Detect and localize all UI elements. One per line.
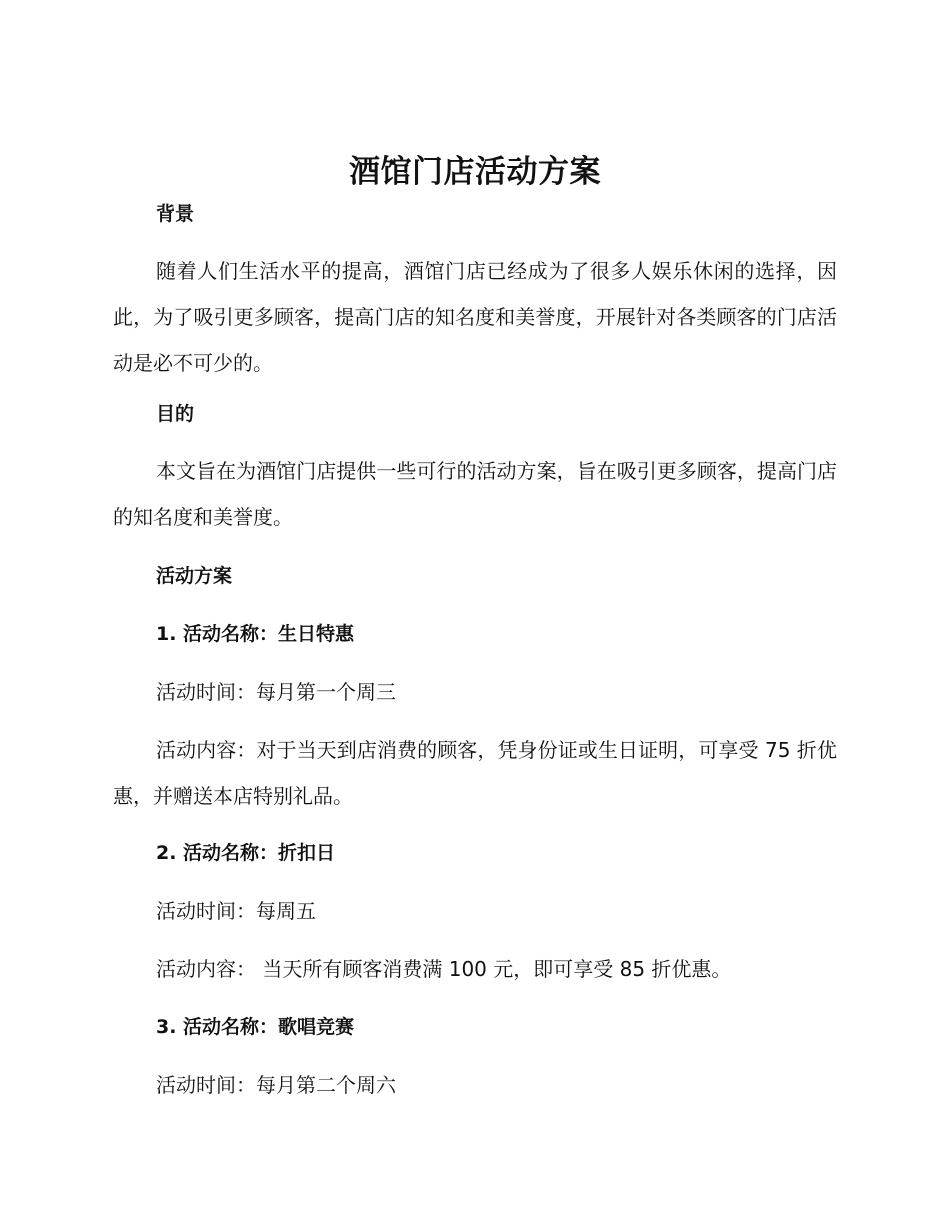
activity-1-content: 活动内容：对于当天到店消费的顾客，凭身份证或生日证明，可享受 75 折优惠，并赠送本店特别礼品。: [113, 738, 837, 808]
plan-heading: 活动方案: [156, 565, 233, 587]
document-title: 酒馆门店活动方案: [349, 154, 601, 190]
activity-2-name: 2. 活动名称：折扣日: [156, 842, 336, 864]
activity-2-content: 活动内容： 当天所有顾客消费满 100 元，即可享受 85 折优惠。: [156, 957, 732, 981]
purpose-heading: 目的: [156, 403, 195, 425]
activity-1-name: 1. 活动名称：生日特惠: [156, 623, 355, 645]
activity-3-time: 活动时间：每月第二个周六: [156, 1073, 396, 1097]
purpose-paragraph: 本文旨在为酒馆门店提供一些可行的活动方案，旨在吸引更多顾客，提高门店的知名度和美誉度。: [113, 459, 837, 529]
background-heading: 背景: [156, 203, 195, 225]
background-paragraph: 随着人们生活水平的提高，酒馆门店已经成为了很多人娱乐休闲的选择，因此，为了吸引更多顾客，提高门店的知名度和美誉度，开展针对各类顾客的门店活动是必不可少的。: [113, 259, 837, 375]
activity-2-time: 活动时间：每周五: [156, 899, 316, 923]
activity-1-time: 活动时间：每月第一个周三: [156, 680, 396, 704]
activity-3-name: 3. 活动名称：歌唱竞赛: [156, 1016, 355, 1038]
